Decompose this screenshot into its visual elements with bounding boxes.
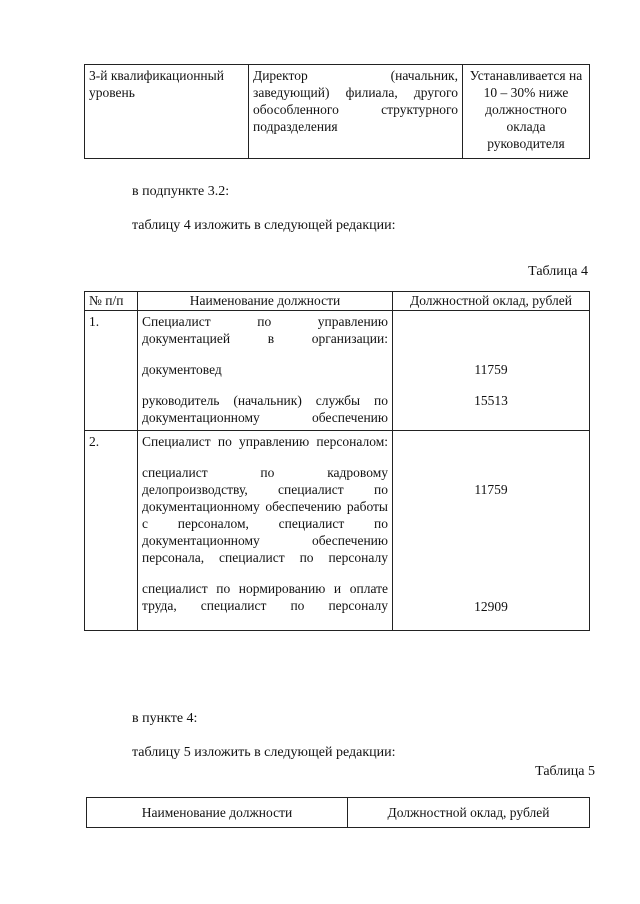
table-row bbox=[85, 431, 590, 631]
position-cell: Директор (начальник, заведующий) филиала, другого обособленного структурного подразделения bbox=[249, 65, 463, 159]
salary-column bbox=[393, 431, 590, 631]
header-salary: Должностной оклад, рублей bbox=[348, 798, 590, 828]
salary-rule-cell: Устанавливается на 10 – 30% ниже должностного оклада руководителя bbox=[463, 65, 590, 159]
group-title: Специалист по управлению документацией в организации: bbox=[142, 314, 388, 346]
position-name: специалист по нормированию и оплате труда, специалист по персоналу bbox=[142, 581, 388, 613]
table-header-row bbox=[87, 798, 590, 828]
header-salary: Должностной оклад, рублей bbox=[393, 292, 590, 311]
group-content bbox=[138, 431, 393, 631]
level-cell: 3-й квалификационный уровень bbox=[85, 65, 249, 159]
table4-caption: Таблица 4 bbox=[528, 264, 588, 279]
salary-value: 12909 bbox=[474, 599, 508, 614]
header-position: Наименование должности bbox=[87, 798, 348, 828]
position-name: руководитель (начальник) службы по документационному обеспечению bbox=[142, 393, 388, 425]
salary-value: 11759 bbox=[474, 362, 508, 377]
table-header-row bbox=[85, 292, 590, 311]
group-content bbox=[138, 311, 393, 431]
header-number: № п/п bbox=[85, 292, 138, 311]
group-number: 2. bbox=[85, 431, 138, 631]
table5-caption: Таблица 5 bbox=[535, 764, 595, 779]
position-name: документовед bbox=[142, 362, 222, 377]
table-5 bbox=[86, 797, 590, 828]
table-4 bbox=[84, 291, 590, 631]
group-title: Специалист по управлению персоналом: bbox=[142, 434, 388, 449]
qualification-table bbox=[84, 64, 590, 159]
header-position: Наименование должности bbox=[138, 292, 393, 311]
position-name: специалист по кадровому делопроизводству, специалист по документационному обеспечению работы с персоналом, специалист по документационному обеспечению персонала, специалист по персоналу bbox=[142, 465, 388, 565]
salary-value: 11759 bbox=[474, 482, 508, 497]
table-row bbox=[85, 311, 590, 431]
table-row bbox=[85, 65, 590, 159]
paragraph-table4-intro: таблицу 4 изложить в следующей редакции: bbox=[132, 218, 396, 233]
paragraph-clause4: в пункте 4: bbox=[132, 711, 198, 726]
paragraph-table5-intro: таблицу 5 изложить в следующей редакции: bbox=[132, 745, 396, 760]
group-number: 1. bbox=[85, 311, 138, 431]
salary-value: 15513 bbox=[474, 393, 508, 408]
salary-column bbox=[393, 311, 590, 431]
paragraph-subclause: в подпункте 3.2: bbox=[132, 184, 230, 199]
